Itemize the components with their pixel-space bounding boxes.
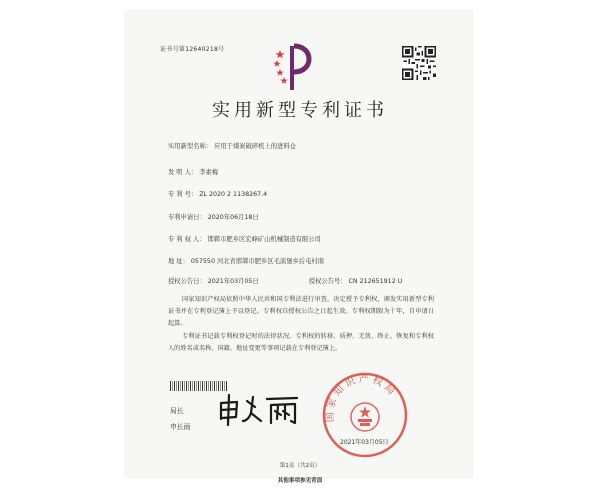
qr-code-icon bbox=[402, 46, 436, 80]
field-value: 邯郸市肥乡区宏峰矿山机械制造有限公司 bbox=[207, 236, 321, 243]
field-label: 实用新型名称： bbox=[168, 143, 213, 150]
field-patentee bbox=[168, 234, 321, 243]
director-name: 申长雨 bbox=[170, 423, 191, 431]
grant-number-value: CN 212651912 U bbox=[348, 278, 403, 285]
footer-note: 其他事项参见背面 bbox=[277, 478, 323, 484]
field-label: 地 址： bbox=[168, 258, 189, 265]
field-value: 057550 河北省邯郸市肥乡区毛演堡乡后屯村南 bbox=[190, 258, 324, 265]
field-label: 专 利 号： bbox=[168, 191, 198, 198]
grant-date-label: 授权公告日： bbox=[168, 278, 206, 285]
field-value: ZL 2020 2 1138267.4 bbox=[199, 191, 268, 198]
field-value: 2020年06月18日 bbox=[207, 214, 259, 221]
grant-statement-paragraph: 国家知识产权局依照中华人民共和国专利法进行审查，决定授予专利权，颁发实用新型专利证书并在专利登记簿上予以登记。专利权自授权公告之日起生效。专利权期限为十年，自申请日起算。 bbox=[168, 296, 434, 328]
field-utility-model-name bbox=[168, 141, 296, 150]
field-value: 李素梅 bbox=[199, 169, 219, 176]
grant-date-value: 2021年03月05日 bbox=[207, 278, 259, 285]
signature-icon bbox=[215, 393, 305, 427]
field-inventor bbox=[168, 167, 218, 176]
grant-info-row bbox=[168, 276, 402, 285]
legal-status-paragraph: 专利证书记载专利权登记时的法律状况。专利权的转移、质押、无效、终止、恢复和专利权人的姓名或名称、国籍、地址变更等事项记载在专利登记簿上。 bbox=[168, 333, 434, 353]
certificate-number: 证书号第12640218号 bbox=[160, 46, 225, 53]
barcode-icon bbox=[170, 381, 228, 391]
svg-text:国家知识产权局 bbox=[324, 372, 400, 422]
certificate-title: 实用新型专利证书 bbox=[212, 100, 388, 121]
grant-number-label: 授权公告号： bbox=[308, 278, 347, 285]
patent-office-logo-icon bbox=[268, 42, 316, 94]
field-application-date bbox=[168, 212, 259, 221]
field-patent-number bbox=[168, 189, 267, 198]
page-indicator: 第1页（共2页） bbox=[279, 463, 321, 469]
field-label: 发 明 人： bbox=[168, 169, 198, 176]
director-title: 局长 bbox=[170, 407, 184, 415]
seal-text: 国家知识产权局 bbox=[324, 373, 399, 423]
field-value: 应用于煤炭破碎机上的进料仓 bbox=[214, 143, 296, 150]
field-label: 专 利 权 人： bbox=[168, 236, 206, 243]
field-label: 专利申请日： bbox=[168, 214, 206, 221]
field-address bbox=[168, 256, 324, 265]
seal-date: 2021年03月05日 bbox=[340, 439, 389, 446]
national-emblem-seal-icon bbox=[320, 370, 410, 460]
